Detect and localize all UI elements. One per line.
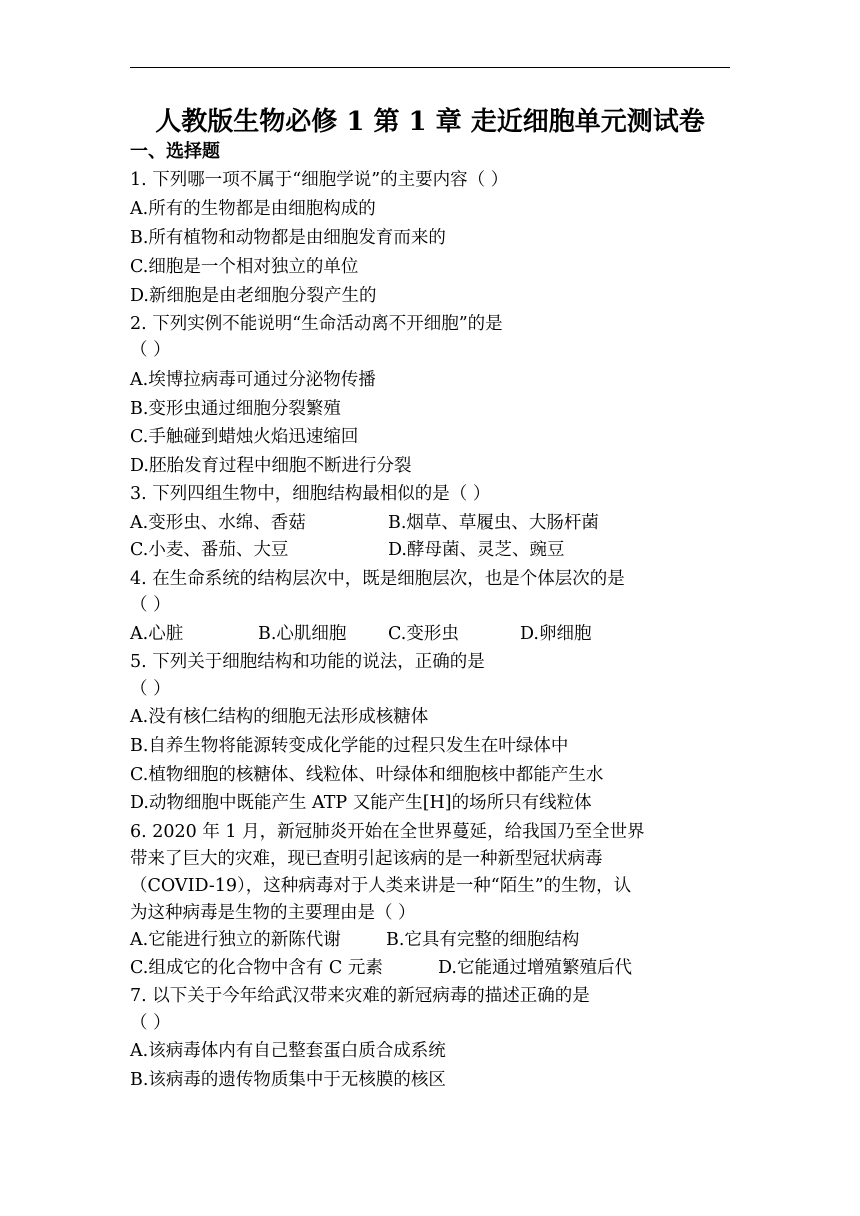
question-2-option-b: B.变形虫通过细胞分裂繁殖 bbox=[130, 399, 341, 419]
question-5-option-b: B.自养生物将能源转变成化学能的过程只发生在叶绿体中 bbox=[130, 736, 569, 756]
question-1-option-c: C.细胞是一个相对独立的单位 bbox=[130, 257, 359, 277]
question-6-stem-line-1: 6. 2020 年 1 月，新冠肺炎开始在全世界蔓延，给我国乃至全世界 bbox=[130, 822, 645, 842]
question-4-answer-paren: （ ） bbox=[130, 595, 171, 615]
question-7-option-b: B.该病毒的遗传物质集中于无核膜的核区 bbox=[130, 1070, 446, 1090]
section-heading: 一、选择题 bbox=[130, 141, 220, 162]
question-6-option-a: A.它能进行独立的新陈代谢 bbox=[130, 930, 341, 950]
question-4-stem: 4. 在生命系统的结构层次中，既是细胞层次，也是个体层次的是 bbox=[130, 569, 625, 589]
question-5-answer-paren: （ ） bbox=[130, 679, 171, 699]
question-2-option-d: D.胚胎发育过程中细胞不断进行分裂 bbox=[130, 456, 412, 476]
question-3-options-row-2 bbox=[130, 536, 565, 564]
question-2-option-c: C.手触碰到蜡烛火焰迅速缩回 bbox=[130, 427, 359, 447]
question-2-option-a: A.埃博拉病毒可通过分泌物传播 bbox=[130, 370, 376, 390]
question-6-option-d: D.它能通过增殖繁殖后代 bbox=[438, 958, 632, 978]
question-3-options-row-1 bbox=[130, 509, 599, 537]
question-2-stem: 2. 下列实例不能说明“生命活动离不开细胞”的是 bbox=[130, 314, 503, 334]
question-6-option-b: B.它具有完整的细胞结构 bbox=[386, 930, 580, 950]
question-6-options-row-1 bbox=[130, 926, 580, 954]
question-7-answer-paren: （ ） bbox=[130, 1013, 171, 1033]
question-3-option-c: C.小麦、番茄、大豆 bbox=[130, 540, 289, 560]
question-3-option-a: A.变形虫、水绵、香菇 bbox=[130, 513, 306, 533]
question-4-options-row bbox=[130, 620, 592, 648]
question-3-option-b: B.烟草、草履虫、大肠杆菌 bbox=[388, 513, 599, 533]
question-1-stem: 1. 下列哪一项不属于“细胞学说”的主要内容（ ） bbox=[130, 170, 509, 190]
question-1-option-b: B.所有植物和动物都是由细胞发育而来的 bbox=[130, 228, 446, 248]
question-5-option-c: C.植物细胞的核糖体、线粒体、叶绿体和细胞核中都能产生水 bbox=[130, 765, 604, 785]
question-4-option-b: B.心肌细胞 bbox=[258, 624, 347, 644]
question-4-option-a: A.心脏 bbox=[130, 624, 184, 644]
question-2-answer-paren: （ ） bbox=[130, 340, 171, 360]
question-6-stem-line-4: 为这种病毒是生物的主要理由是（ ） bbox=[130, 903, 416, 923]
question-4-option-d: D.卵细胞 bbox=[520, 624, 592, 644]
question-6-option-c: C.组成它的化合物中含有 C 元素 bbox=[130, 958, 383, 978]
question-5-option-a: A.没有核仁结构的细胞无法形成核糖体 bbox=[130, 707, 429, 727]
question-1-option-a: A.所有的生物都是由细胞构成的 bbox=[130, 199, 376, 219]
page-title: 人教版生物必修 1 第 1 章 走近细胞单元测试卷 bbox=[155, 107, 705, 137]
question-6-stem-line-3: （COVID-19），这种病毒对于人类来讲是一种“陌生”的生物，认 bbox=[130, 876, 632, 896]
question-7-option-a: A.该病毒体内有自己整套蛋白质合成系统 bbox=[130, 1041, 446, 1061]
question-6-options-row-2 bbox=[130, 954, 632, 982]
question-1-option-d: D.新细胞是由老细胞分裂产生的 bbox=[130, 286, 377, 306]
question-3-stem: 3. 下列四组生物中，细胞结构最相似的是（ ） bbox=[130, 484, 491, 504]
question-7-stem: 7. 以下关于今年给武汉带来灾难的新冠病毒的描述正确的是 bbox=[130, 986, 590, 1006]
question-6-stem-line-2: 带来了巨大的灾难，现已查明引起该病的是一种新型冠状病毒 bbox=[130, 849, 603, 869]
question-4-option-c: C.变形虫 bbox=[388, 624, 459, 644]
question-5-option-d: D.动物细胞中既能产生 ATP 又能产生[H]的场所只有线粒体 bbox=[130, 793, 592, 813]
header-rule bbox=[130, 67, 730, 68]
question-5-stem: 5. 下列关于细胞结构和功能的说法，正确的是 bbox=[130, 652, 485, 672]
question-3-option-d: D.酵母菌、灵芝、豌豆 bbox=[388, 540, 565, 560]
